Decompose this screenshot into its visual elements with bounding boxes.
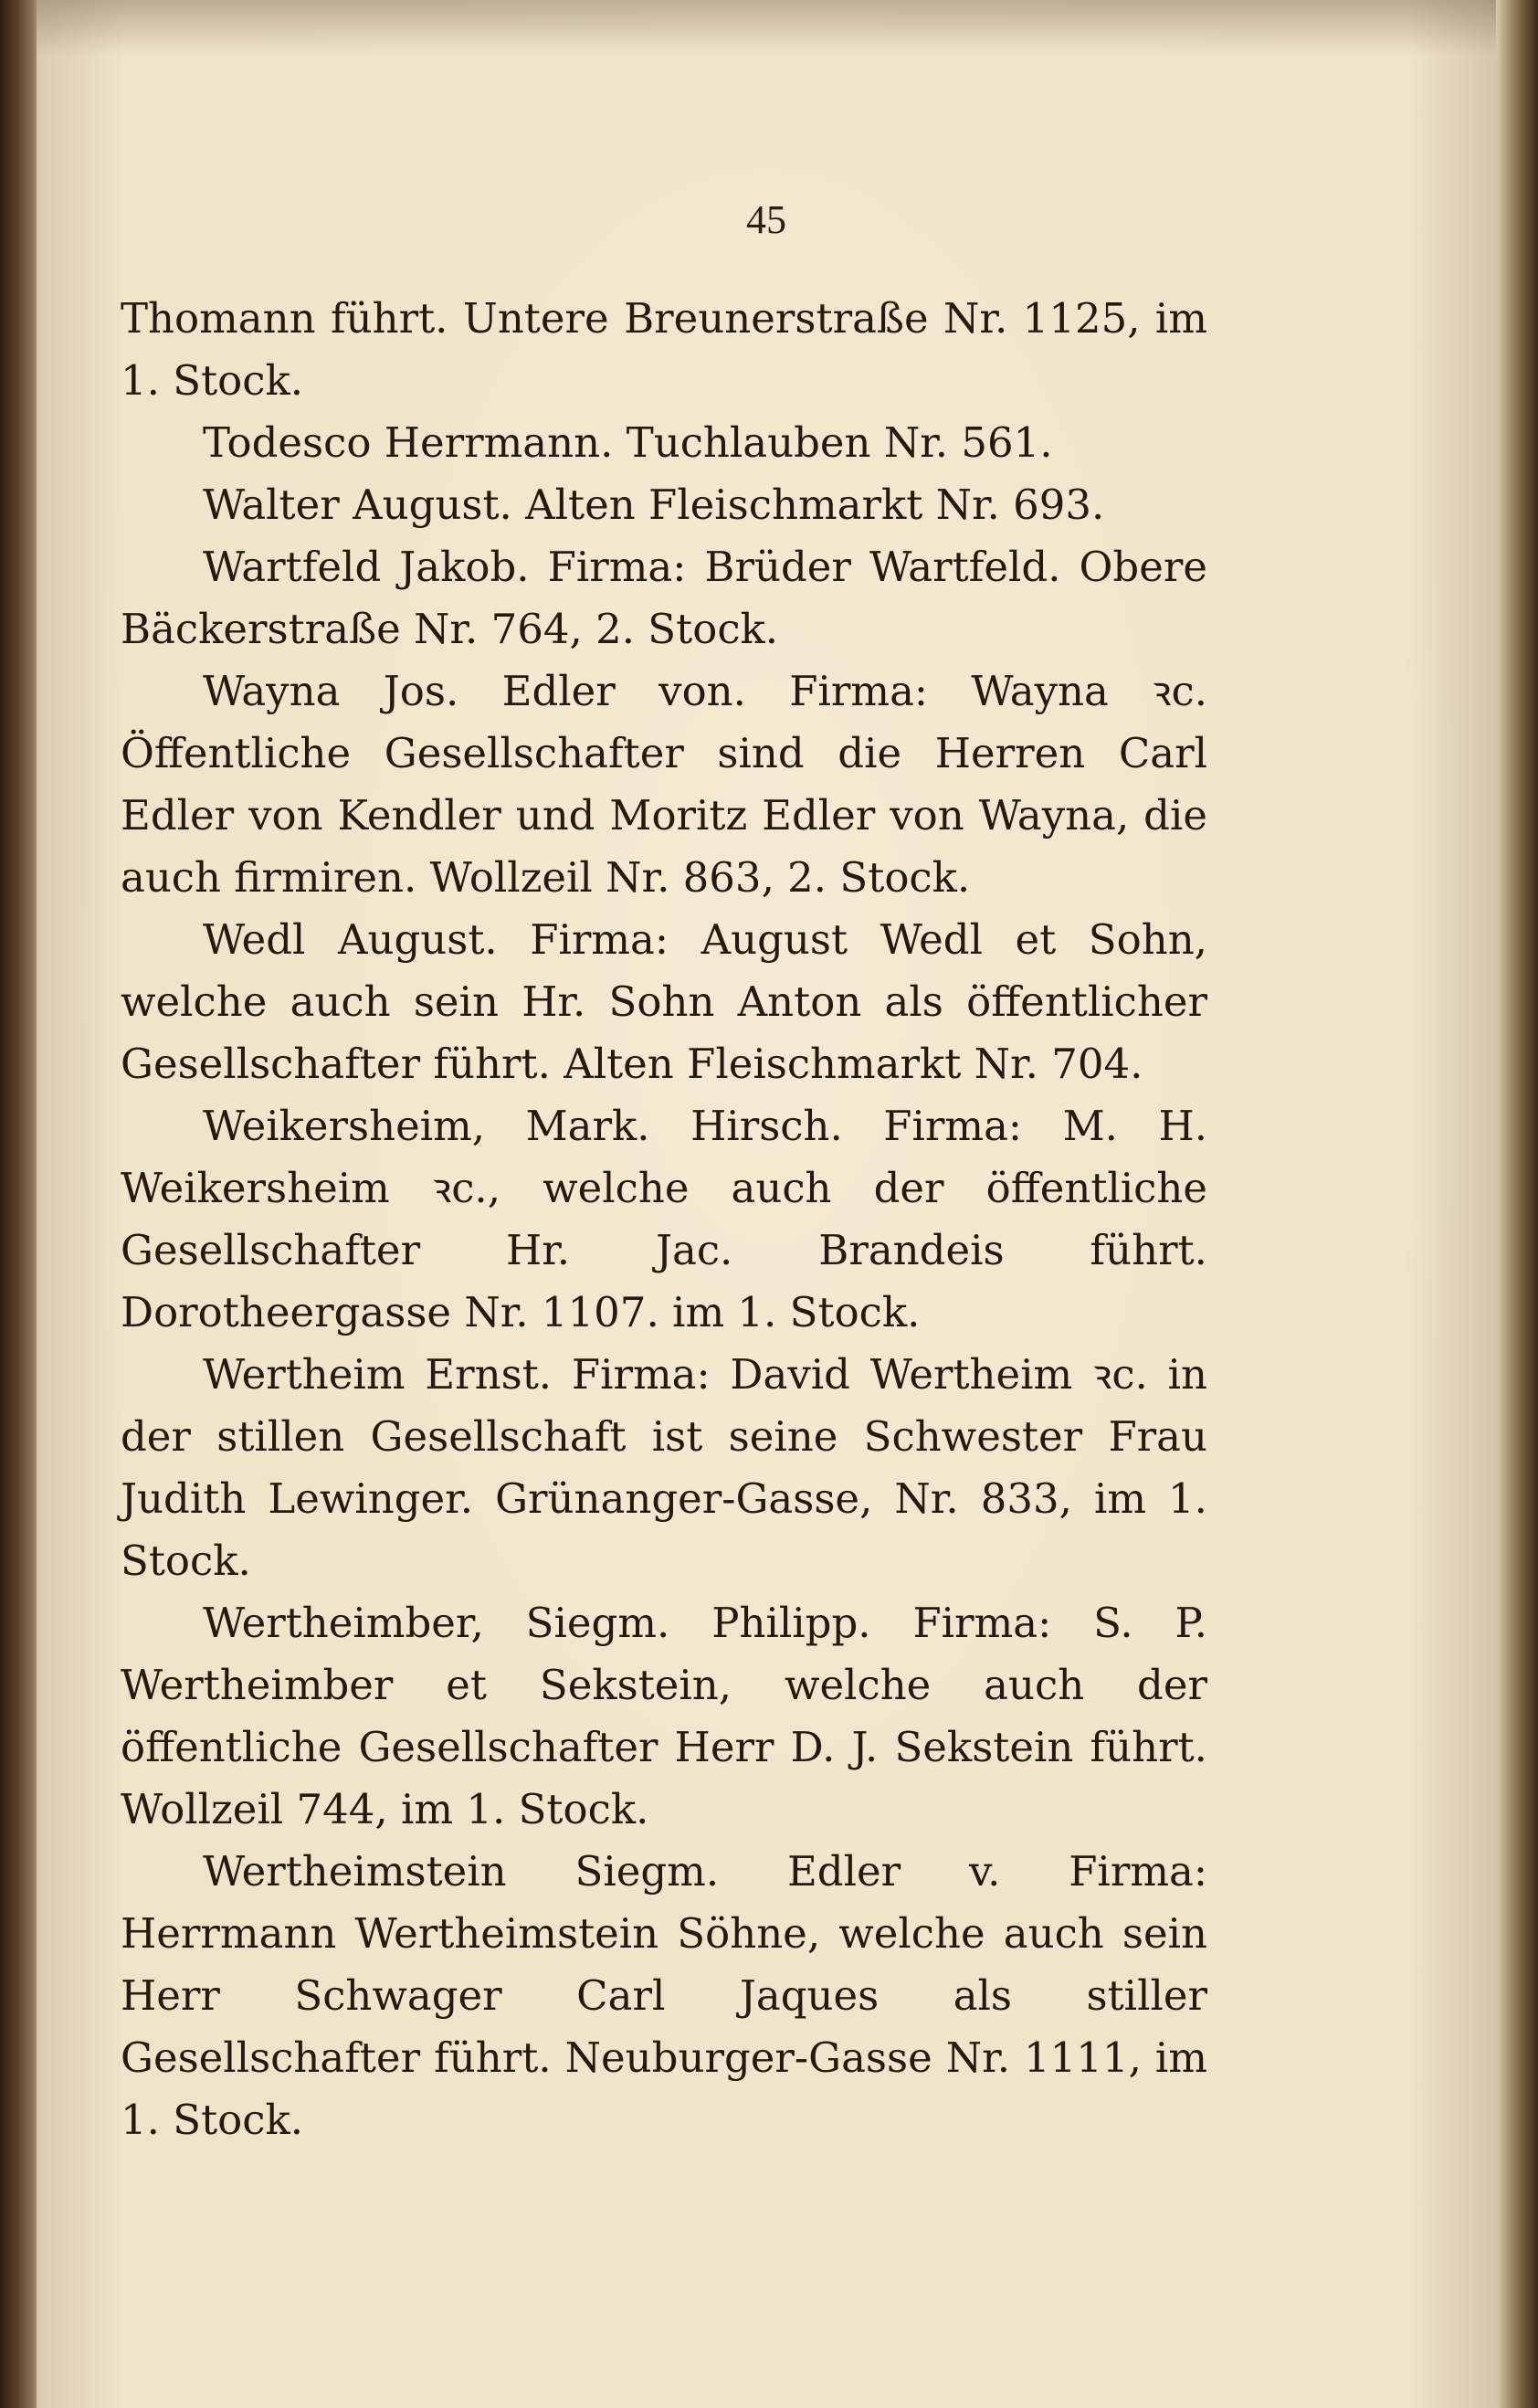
book-page: [37, 0, 1496, 2408]
entry-wedl: Wedl August. Firma: August Wedl et Sohn, welche auch sein Hr. Sohn Anton als öffentlicher Gesellschafter führt. Alten Fleischmarkt Nr. 704.: [121, 915, 1207, 1088]
entry-todesco: Todesco Herrmann. Tuchlauben Nr. 561.: [203, 418, 1053, 467]
entry-wartfeld: Wartfeld Jakob. Firma: Brüder Wartfeld. Obere Bäckerstraße Nr. 764, 2. Stock.: [121, 543, 1207, 653]
entry-walter: Walter August. Alten Fleischmarkt Nr. 693.: [203, 481, 1105, 529]
entry-wertheimstein: Wertheimstein Siegm. Edler v. Firma: Herrmann Wertheimstein Söhne, welche auch sein Herr Schwager Carl Jaques als stiller Gesellschafter führt. Neuburger-Gasse Nr. 1111, im 1. Stock.: [121, 1847, 1207, 2144]
entry-wayna: Wayna Jos. Edler von. Firma: Wayna ꝛc. Öffentliche Gesellschafter sind die Herren Carl Edler von Kendler und Moritz Edler von Wayna, die auch firmiren. Wollzeil Nr. 863, 2. Stock.: [121, 667, 1207, 902]
entry-wertheim: Wertheim Ernst. Firma: David Wertheim ꝛc. in der stillen Gesellschaft ist seine Schwester Frau Judith Lewinger. Grünanger-Gasse, Nr. 833, im 1. Stock.: [121, 1350, 1207, 1585]
page-top-shadow: [37, 0, 1496, 55]
book-edge-right: [1496, 0, 1538, 2408]
entry-wertheimber: Wertheimber, Siegm. Philipp. Firma: S. P. Wertheimber et Sekstein, welche auch der öffentliche Gesellschafter Herr D. J. Sekstein führt. Wollzeil 744, im 1. Stock.: [121, 1599, 1207, 1833]
entry-thomann: Thomann führt. Untere Breunerstraße Nr. 1125, im 1. Stock.: [121, 294, 1207, 405]
directory-entries: [121, 288, 1207, 2151]
entry-weikersheim: Weikersheim, Mark. Hirsch. Firma: M. H. Weikersheim ꝛc., welche auch der öffentliche Gesellschafter Hr. Jac. Brandeis führt. Dorotheergasse Nr. 1107. im 1. Stock.: [121, 1102, 1207, 1336]
page-number: 45: [746, 197, 786, 242]
